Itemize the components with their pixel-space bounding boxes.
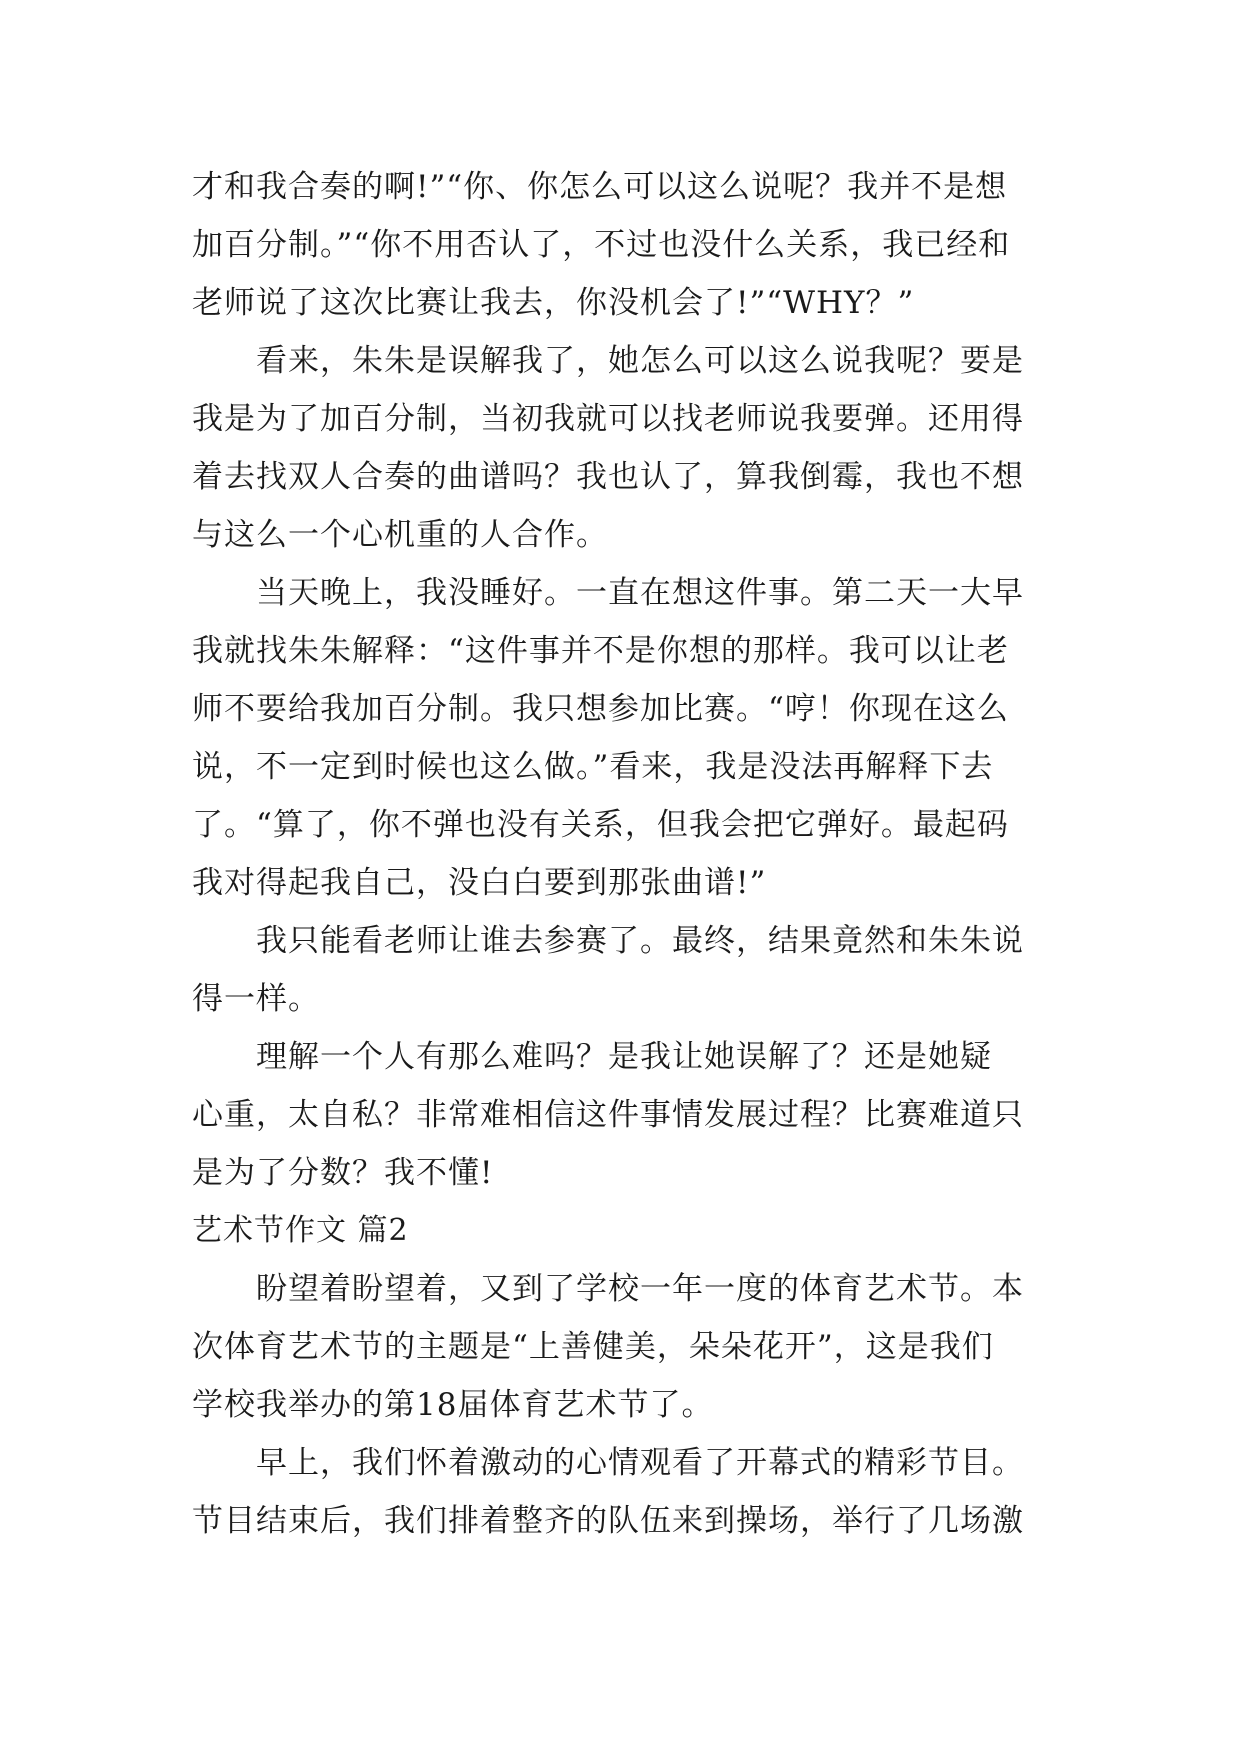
text-line: 与这么一个心机重的人合作。 — [192, 517, 608, 553]
text-line: 说，不一定到时候也这么做。”看来，我是没法再解释下去 — [192, 749, 994, 785]
paragraph-first-line: 理解一个人有那么难吗？是我让她误解了？还是她疑 — [256, 1039, 992, 1075]
text-line: 心重，太自私？非常难相信这件事情发展过程？比赛难道只 — [192, 1097, 1024, 1133]
text-line: 我是为了加百分制，当初我就可以找老师说我要弹。还用得 — [192, 401, 1024, 437]
text-line: 我对得起我自己，没白白要到那张曲谱!” — [192, 865, 767, 901]
paragraph-first-line: 我只能看老师让谁去参赛了。最终，结果竟然和朱朱说 — [256, 923, 1024, 959]
paragraph-first-line: 当天晚上，我没睡好。一直在想这件事。第二天一大早 — [256, 575, 1024, 611]
paragraph-first-line: 盼望着盼望着，又到了学校一年一度的体育艺术节。本 — [256, 1271, 1024, 1307]
text-line: 加百分制。”“你不用否认了，不过也没什么关系，我已经和 — [192, 227, 1011, 263]
article-body — [192, 158, 1072, 1550]
text-line: 次体育艺术节的主题是“上善健美，朵朵花开”，这是我们 — [192, 1329, 994, 1365]
text-line: 老师说了这次比赛让我去，你没机会了!”“WHY？” — [192, 285, 915, 321]
text-line: 学校我举办的第18届体育艺术节了。 — [192, 1387, 714, 1423]
text-line: 着去找双人合奏的曲谱吗？我也认了，算我倒霉，我也不想 — [192, 459, 1024, 495]
text-line: 是为了分数？我不懂! — [192, 1155, 494, 1191]
paragraph-first-line: 早上，我们怀着激动的心情观看了开幕式的精彩节目。 — [256, 1445, 1024, 1481]
section-heading: 艺术节作文 篇2 — [192, 1213, 409, 1248]
text-line: 了。“算了，你不弹也没有关系，但我会把它弹好。最起码 — [192, 807, 1009, 843]
text-line: 我就找朱朱解释：“这件事并不是你想的那样。我可以让老 — [192, 633, 1009, 669]
text-line: 节目结束后，我们排着整齐的队伍来到操场，举行了几场激 — [192, 1503, 1024, 1539]
text-line: 师不要给我加百分制。我只想参加比赛。“哼！你现在这么 — [192, 691, 1009, 727]
paragraph-first-line: 看来，朱朱是误解我了，她怎么可以这么说我呢？要是 — [256, 343, 1024, 379]
text-line: 得一样。 — [192, 981, 320, 1017]
text-line: 才和我合奏的啊!”“你、你怎么可以这么说呢？我并不是想 — [192, 169, 1008, 205]
